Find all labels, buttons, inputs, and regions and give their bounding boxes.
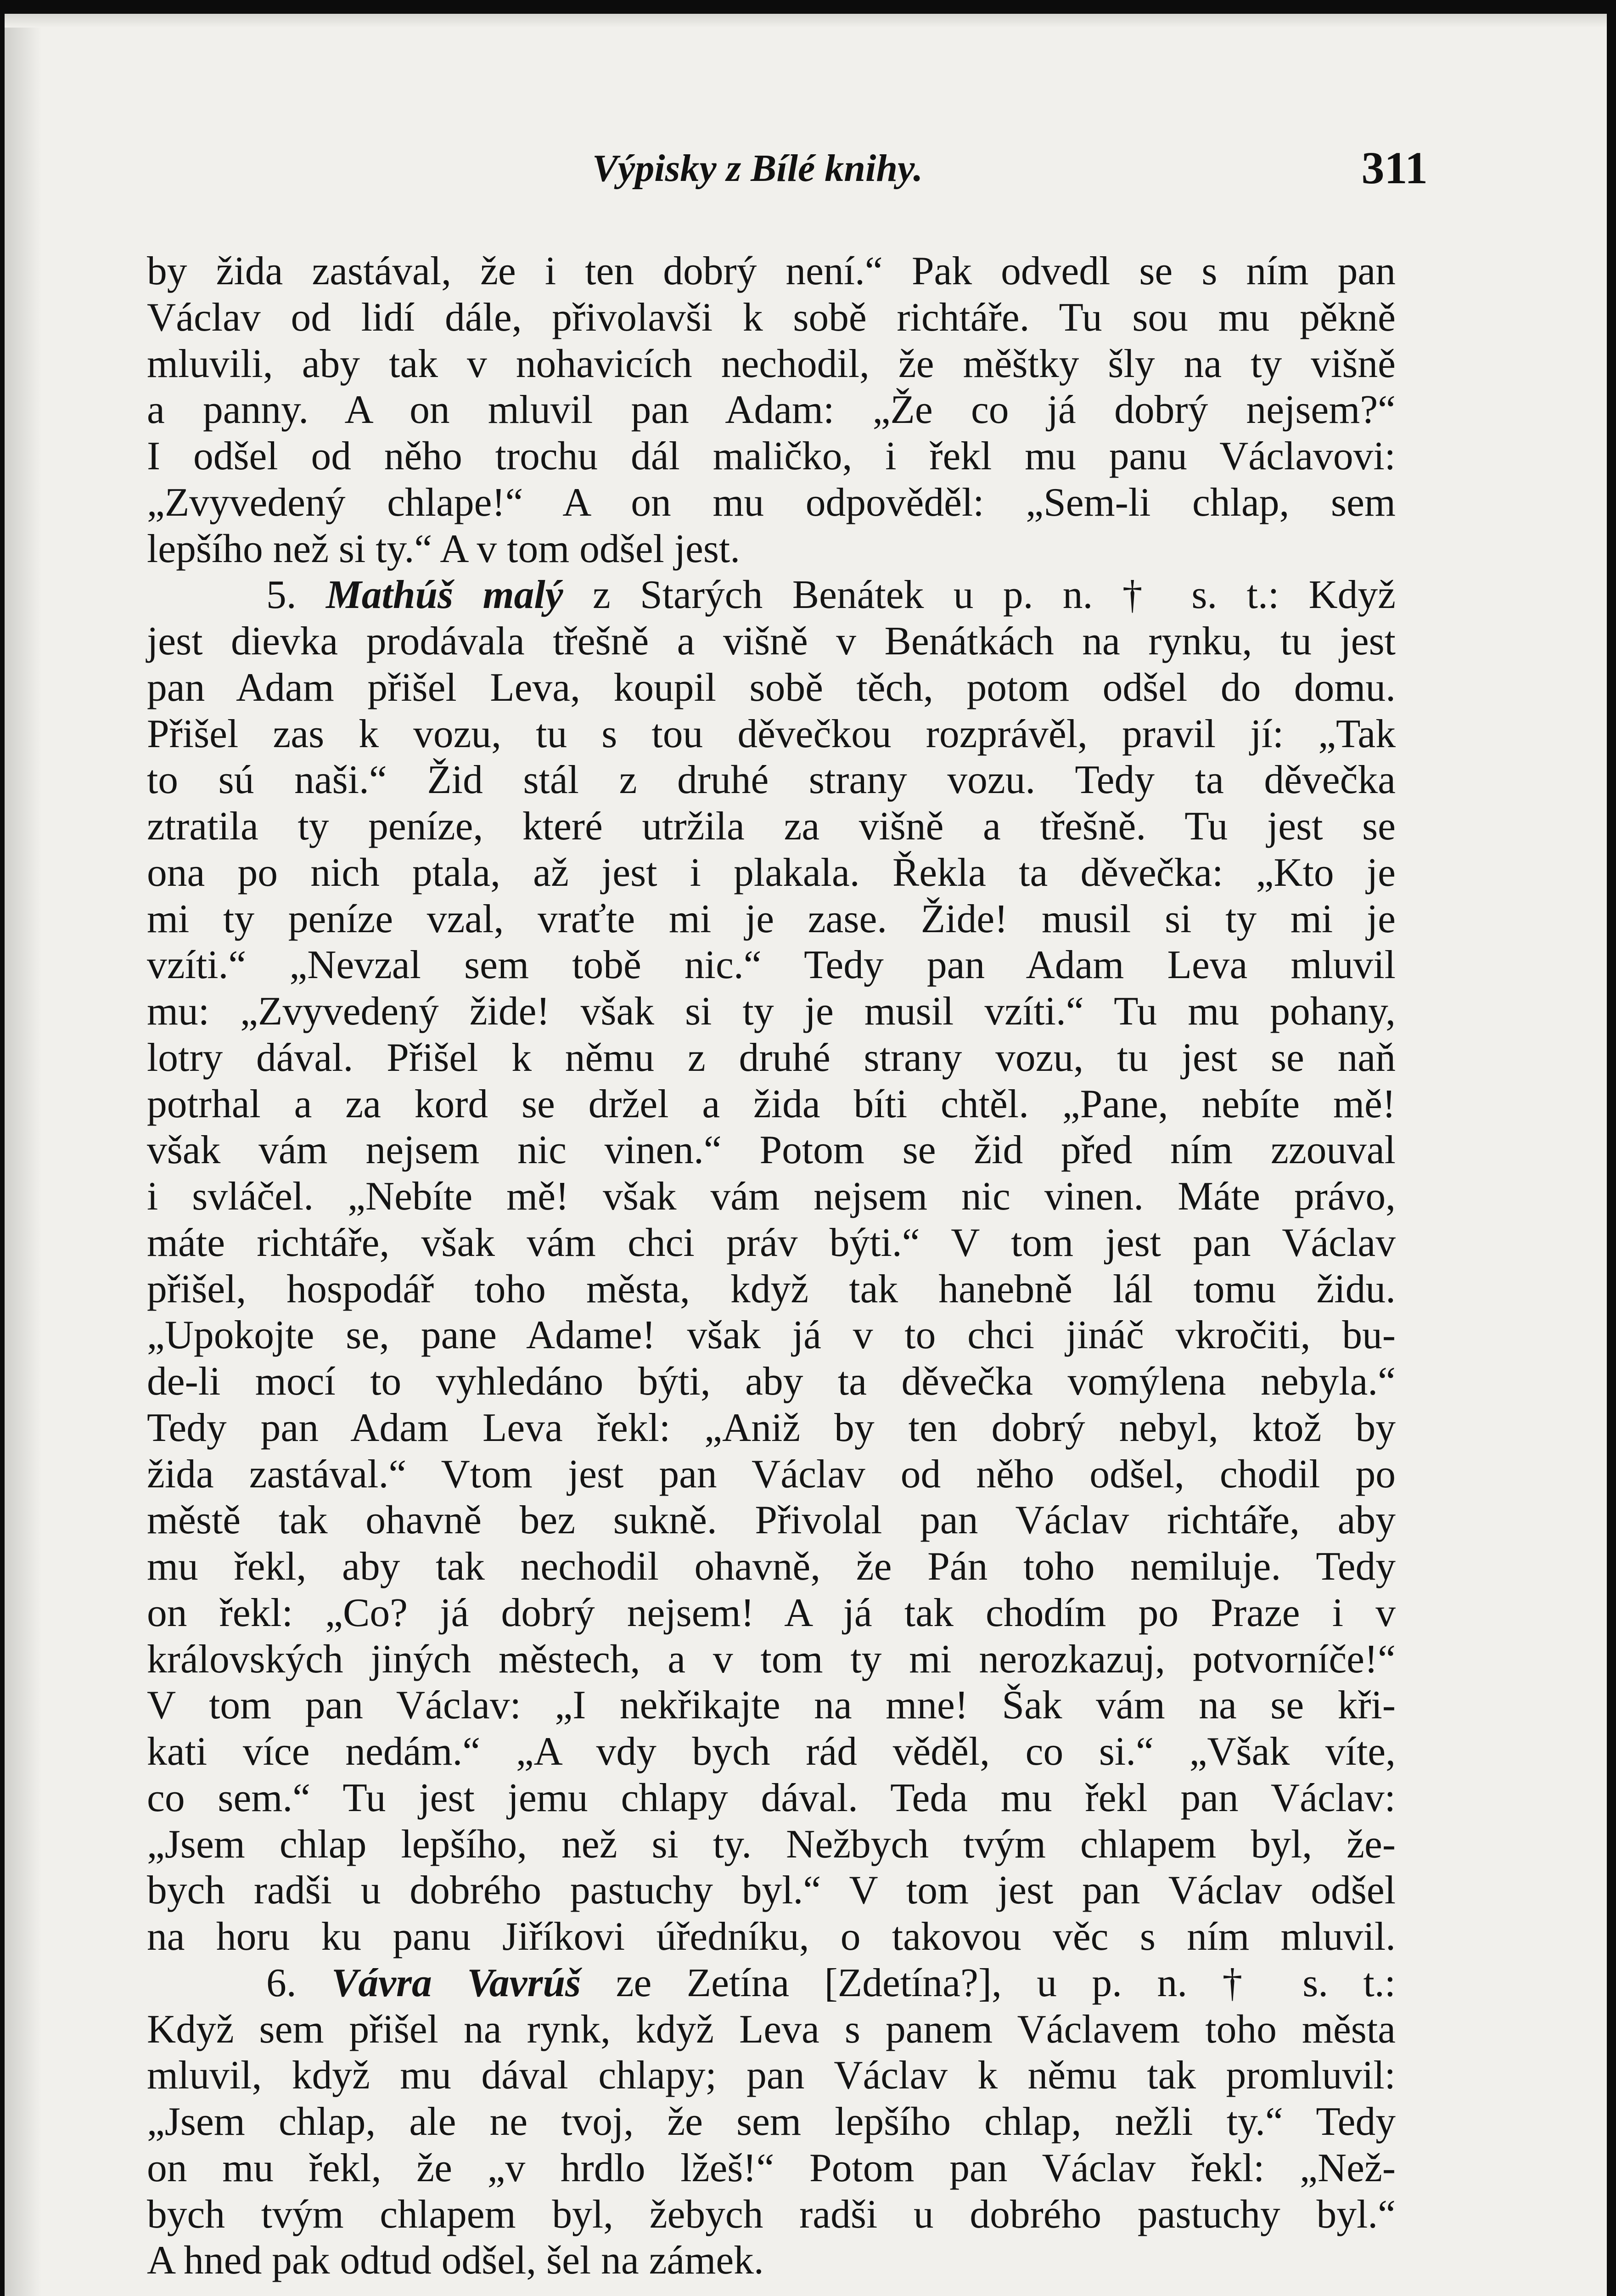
text-line: bych radši u dobrého pastuchy byl.“ V tom jest pan Václav odšel [147, 1868, 1396, 1913]
text-line: kati více nedám.“ „A vdy bych rád věděl, co si.“ „Však víte, [147, 1729, 1396, 1773]
text-line: Tedy pan Adam Leva řekl: „Aniž by ten dobrý nebyl, ktož by [147, 1405, 1396, 1450]
text-line: Když sem přišel na rynk, když Leva s panem Václavem toho města [147, 2006, 1396, 2051]
text-line: „Jsem chlap, ale ne tvoj, že sem lepšího chlap, nežli ty.“ Tedy [147, 2099, 1396, 2144]
text-line: co sem.“ Tu jest jemu chlapy dával. Teda mu řekl pan Václav: [147, 1775, 1396, 1820]
text-line: mluvil, když mu dával chlapy; pan Václav k němu tak promluvil: [147, 2053, 1396, 2098]
text-line: přišel, hospodář toho města, když tak hanebně lál tomu židu. [147, 1266, 1396, 1311]
text-line: Václav od lidí dále, přivolavši k sobě richtáře. Tu sou mu pěkně [147, 294, 1396, 339]
text-line: žida zastával.“ Vtom jest pan Václav od něho odšel, chodil po [147, 1451, 1396, 1496]
text-line: Přišel zas k vozu, tu s tou děvečkou rozprávěl, pravil jí: „Tak [147, 711, 1396, 756]
witness-5-line [147, 572, 1396, 618]
text-line: ona po nich ptala, až jest i plakala. Řekla ta děvečka: „Kto je [147, 850, 1396, 895]
page-number: 311 [1361, 142, 1428, 193]
text-line: mu řekl, aby tak nechodil ohavně, že Pán toho nemiluje. Tedy [147, 1544, 1396, 1588]
text-line: a panny. A on mluvil pan Adam: „Že co já dobrý nejsem?“ [147, 387, 1396, 432]
text-line: bych tvým chlapem byl, žebych radši u dobrého pastuchy byl.“ [147, 2191, 1396, 2236]
witness-6-text: ze Zetína [Zdetína?], u p. n. † s. t.: [616, 1960, 1396, 2005]
text-line: mu: „Zvyvedený žide! však si ty je musil vzíti.“ Tu mu pohany, [147, 989, 1396, 1033]
witness-5-number: 5. [266, 572, 297, 617]
text-line: však vám nejsem nic vinen.“ Potom se žid před ním zzouval [147, 1127, 1396, 1172]
witness-5-name: Mathúš malý [325, 572, 563, 617]
text-line: lotry dával. Přišel k němu z druhé strany vozu, tu jest se naň [147, 1035, 1396, 1080]
witness-6-number: 6. [266, 1960, 297, 2005]
text-line: by žida zastával, že i ten dobrý není.“ Pak odvedl se s ním pan [147, 248, 1396, 293]
text-line: městě tak ohavně bez sukně. Přivolal pan Václav richtáře, aby [147, 1497, 1396, 1542]
running-title: Výpisky z Bílé knihy. [592, 147, 923, 190]
witness-5-text: z Starých Benátek u p. n. † s. t.: Když [592, 572, 1396, 617]
top-shadow [5, 14, 1607, 28]
text-line: V tom pan Václav: „I nekřikajte na mne! Šak vám na se kři- [147, 1683, 1396, 1728]
text-line: lepšího než si ty.“ A v tom odšel jest. [147, 526, 741, 571]
text-line: ztratila ty peníze, které utržila za višně a třešně. Tu jest se [147, 804, 1396, 848]
text-line: on řekl: „Co? já dobrý nejsem! A já tak chodím po Praze i v [147, 1590, 1396, 1635]
text-line: potrhal a za kord se držel a žida bíti chtěl. „Pane, nebíte mě! [147, 1081, 1396, 1126]
body-text [147, 248, 1396, 2284]
text-line: on mu řekl, že „v hrdlo lžeš!“ Potom pan Václav řekl: „Než- [147, 2145, 1396, 2190]
text-line: máte richtáře, však vám chci práv býti.“ V tom jest pan Václav [147, 1220, 1396, 1265]
text-line: to sú naši.“ Žid stál z druhé strany vozu. Tedy ta děvečka [147, 757, 1396, 802]
text-line: „Upokojte se, pane Adame! však já v to chci jináč vkročiti, bu- [147, 1312, 1396, 1357]
text-line: „Jsem chlap lepšího, než si ty. Nežbych tvým chlapem byl, že- [147, 1821, 1396, 1866]
text-line: de-li mocí to vyhledáno býti, aby ta děvečka vomýlena nebyla.“ [147, 1359, 1396, 1403]
text-line: A hned pak odtud odšel, šel na zámek. [147, 2238, 764, 2283]
page-header [592, 137, 1428, 201]
text-line: I odšel od něho trochu dál maličko, i řekl mu panu Václavovi: [147, 433, 1396, 478]
text-line: mluvili, aby tak v nohavicích nechodil, že měštky šly na ty višně [147, 341, 1396, 386]
text-line: na horu ku panu Jiříkovi úředníku, o takovou věc s ním mluvil. [147, 1914, 1396, 1958]
text-line: mi ty peníze vzal, vraťte mi je zase. Žide! musil si ty mi je [147, 896, 1396, 941]
book-page [5, 14, 1607, 2296]
text-line: i svláčel. „Nebíte mě! však vám nejsem nic vinen. Máte právo, [147, 1174, 1396, 1218]
text-line: pan Adam přišel Leva, koupil sobě těch, potom odšel do domu. [147, 664, 1396, 709]
text-line: vzíti.“ „Nevzal sem tobě nic.“ Tedy pan Adam Leva mluvil [147, 942, 1396, 987]
witness-6-line [147, 1960, 1396, 2006]
text-line: královských jiných městech, a v tom ty mi nerozkazuj, potvorníče!“ [147, 1636, 1396, 1681]
witness-6-name: Vávra Vavrúš [331, 1960, 581, 2005]
binding-shadow [5, 14, 41, 2296]
text-line: jest dievka prodávala třešně a višně v Benátkách na rynku, tu jest [147, 619, 1396, 663]
text-line: „Zvyvedený chlape!“ A on mu odpověděl: „Sem-li chlap, sem [147, 479, 1396, 524]
